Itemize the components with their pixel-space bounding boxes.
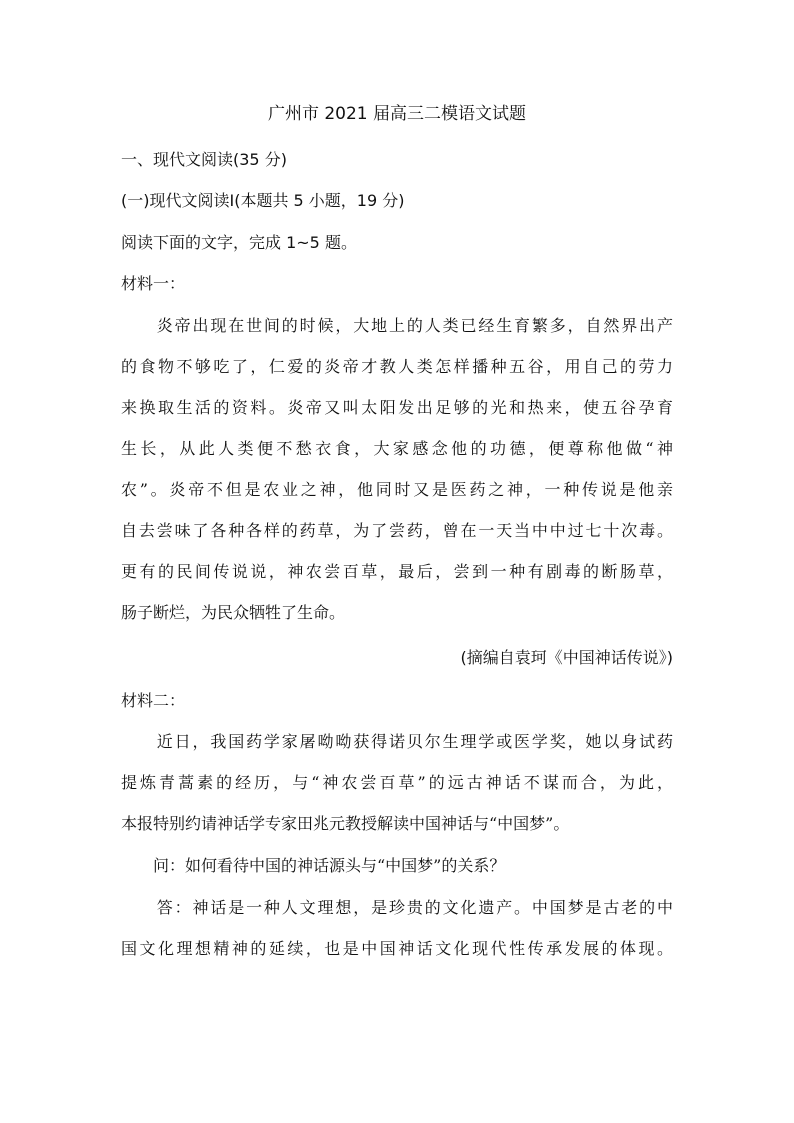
section-heading: 一、现代文阅读(35 分) [121, 150, 287, 169]
paragraph-line: 更有的民间传说说，神农尝百草，最后，尝到一种有剧毒的断肠草， [121, 562, 673, 581]
paragraph-line: 答：神话是一种人文理想，是珍贵的文化遗产。中国梦是古老的中 [121, 898, 673, 917]
paragraph-line: 自去尝味了各种各样的药草，为了尝药，曾在一天当中中过七十次毒。 [121, 521, 673, 540]
paragraph-line: 近日，我国药学家屠呦呦获得诺贝尔生理学或医学奖，她以身试药 [121, 732, 673, 751]
paragraph-line: 生长，从此人类便不愁衣食，大家感念他的功德，便尊称他做“神 [121, 439, 673, 458]
paragraph-line: 提炼青蒿素的经历，与“神农尝百草”的远古神话不谋而合，为此， [121, 773, 673, 792]
paragraph-line: 国文化理想精神的延续，也是中国神话文化现代性传承发展的体现。 [121, 939, 673, 958]
material-two-label: 材料二： [121, 691, 186, 710]
paragraph-line: 农”。炎帝不但是农业之神，他同时又是医药之神，一种传说是他亲 [121, 480, 673, 499]
material-one-source: (摘编自袁珂《中国神话传说》) [460, 648, 673, 667]
material-one-label: 材料一： [121, 274, 186, 293]
instruction-text: 阅读下面的文字，完成 1~5 题。 [121, 233, 357, 252]
document-title: 广州市 2021 届高三二模语文试题 [267, 104, 527, 124]
paragraph-line: 本报特别约请神话学专家田兆元教授解读中国神话与“中国梦”。 [121, 814, 570, 833]
paragraph-line: 炎帝出现在世间的时候，大地上的人类已经生育繁多，自然界出产 [121, 316, 673, 335]
question-line: 问：如何看待中国的神话源头与“中国梦”的关系？ [121, 856, 506, 875]
subsection-heading: (一)现代文阅读Ⅰ(本题共 5 小题，19 分) [121, 191, 405, 210]
paragraph-line: 肠子断烂，为民众牺牲了生命。 [121, 603, 346, 622]
paragraph-line: 的食物不够吃了，仁爱的炎帝才教人类怎样播种五谷，用自己的劳力 [121, 357, 673, 376]
paragraph-line: 来换取生活的资料。炎帝又叫太阳发出足够的光和热来，使五谷孕育 [121, 398, 673, 417]
